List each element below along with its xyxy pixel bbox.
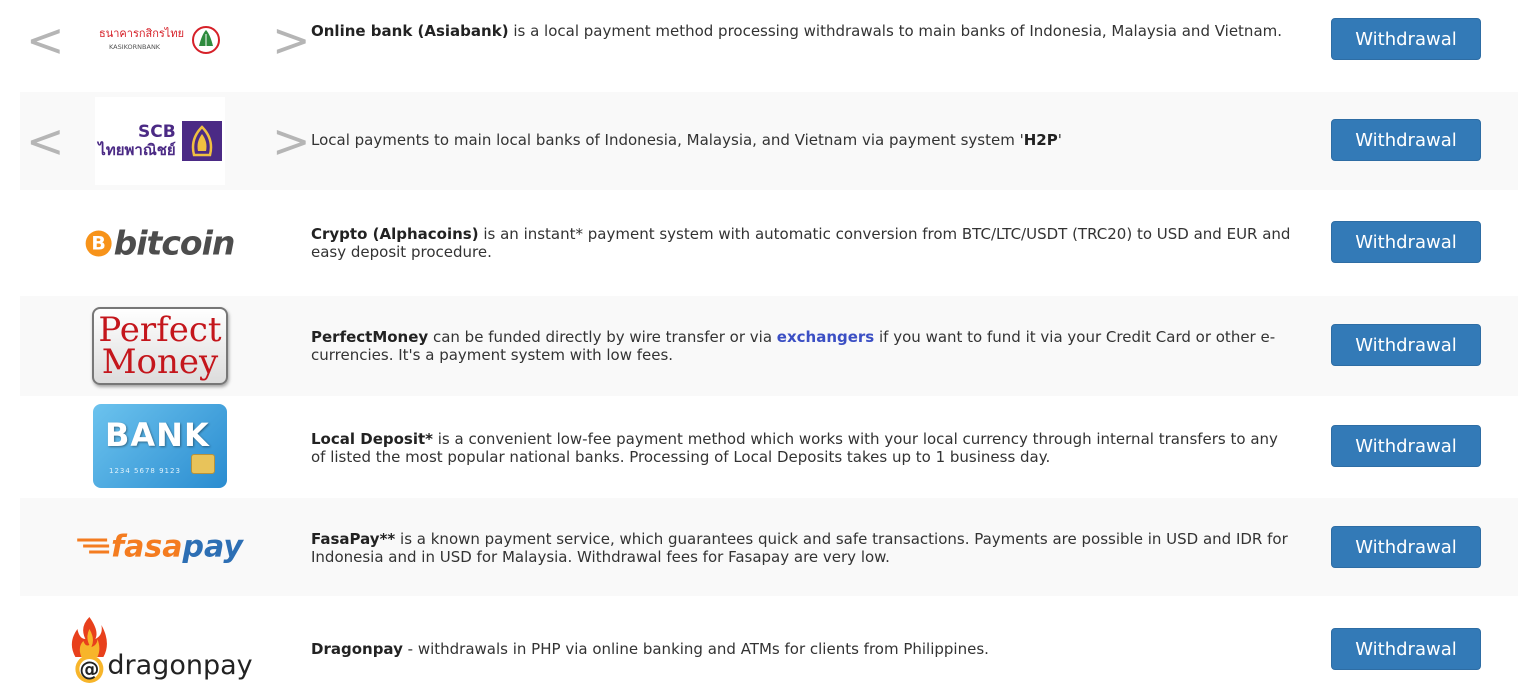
fasapay-word-part1: fasa <box>111 529 183 565</box>
perfect-money-logo <box>92 307 228 385</box>
payment-method-name: FasaPay** <box>311 530 396 548</box>
payment-description <box>311 131 1291 149</box>
description-text: is a local payment method processing withdrawals to main banks of Indonesia, Malaysia and Vietnam. <box>508 22 1283 40</box>
logo-area <box>20 600 300 700</box>
scb-thai-name: ไทยพาณิชย์ <box>98 141 176 159</box>
withdrawal-button[interactable]: Withdrawal <box>1331 324 1481 366</box>
payment-row-perfectmoney <box>20 296 1518 396</box>
scb-logo <box>95 97 225 185</box>
slider-next-arrow[interactable]: > <box>272 114 311 168</box>
withdrawal-button[interactable]: Withdrawal <box>1331 425 1481 467</box>
speed-lines-icon <box>77 535 111 557</box>
payment-description <box>311 225 1291 261</box>
dragonpay-logo <box>67 615 252 685</box>
card-chip-icon <box>191 454 215 474</box>
payment-row-asiabank <box>20 0 1518 80</box>
description-text-end: if you want to fund it via your Credit Card or other e-currencies. It's a payment system with low fees. <box>311 328 1276 364</box>
payment-row-fasapay <box>20 498 1518 596</box>
description-text: can be funded directly by wire transfer or via <box>428 328 777 346</box>
scb-emblem-icon <box>182 121 222 161</box>
slider-next-arrow[interactable]: > <box>272 13 311 67</box>
withdrawal-button[interactable]: Withdrawal <box>1331 526 1481 568</box>
payment-description <box>311 530 1291 566</box>
description-text: is a convenient low-fee payment method which works with your local currency through internal transfers to any of listed the most popular national banks. Processing of Local Deposits takes up to 1 business day. <box>311 430 1278 466</box>
logo-area <box>20 296 300 396</box>
perfect-money-word-2: Money <box>101 342 219 382</box>
payment-method-name: Crypto (Alphacoins) <box>311 225 479 243</box>
fasapay-word-part2: pay <box>182 529 243 565</box>
dragonpay-word: dragonpay <box>107 650 253 681</box>
flame-at-icon <box>67 615 111 685</box>
exchangers-link[interactable]: exchangers <box>776 328 875 346</box>
payment-row-local-deposit <box>20 398 1518 494</box>
payment-row-crypto <box>20 194 1518 292</box>
payment-row-dragonpay <box>20 600 1518 700</box>
logo-slider <box>20 92 311 190</box>
withdrawal-button[interactable]: Withdrawal <box>1331 628 1481 670</box>
withdrawal-button[interactable]: Withdrawal <box>1331 221 1481 263</box>
payment-description <box>311 328 1291 364</box>
kasikorn-en-text: KASIKORNBANK <box>109 43 161 51</box>
payment-description <box>311 640 1291 658</box>
description-text: is an instant* payment system with automatic conversion from BTC/LTC/USDT (TRC20) to USD and EUR and easy deposit procedure. <box>311 225 1291 261</box>
payment-description <box>311 22 1291 40</box>
logo-area <box>20 194 300 292</box>
bank-card-logo <box>93 404 227 488</box>
svg-text:@: @ <box>79 657 100 681</box>
logo-slider <box>20 0 311 80</box>
payment-method-name: PerfectMoney <box>311 328 429 346</box>
description-text: Local payments to main local banks of Indonesia, Malaysia, and Vietnam via payment system ' <box>311 131 1024 149</box>
description-text-end: ' <box>1057 131 1062 149</box>
slider-prev-arrow[interactable]: < <box>26 114 65 168</box>
logo-area <box>20 398 300 494</box>
description-text: - withdrawals in PHP via online banking and ATMs for clients from Philippines. <box>402 640 989 658</box>
payment-system-name: H2P <box>1023 131 1058 149</box>
fasapay-logo <box>77 530 243 565</box>
payment-row-h2p <box>20 92 1518 190</box>
perfect-money-word-1: Perfect <box>98 310 222 350</box>
payment-method-name: Online bank (Asiabank) <box>311 22 509 40</box>
bank-card-word: BANK <box>105 416 210 454</box>
withdrawal-button[interactable]: Withdrawal <box>1331 18 1481 60</box>
payment-description <box>311 430 1291 466</box>
bitcoin-icon: B <box>86 230 112 256</box>
description-text: is a known payment service, which guarantees quick and safe transactions. Payments are possible in USD and IDR for Indonesia and in USD for Malaysia. Withdrawal fees for Fasapay are very low. <box>311 530 1288 566</box>
kasikorn-thai-text: ธนาคารกสิกรไทย <box>99 27 185 40</box>
bitcoin-word: bitcoin <box>113 223 235 263</box>
slider-prev-arrow[interactable]: < <box>26 13 65 67</box>
bitcoin-logo <box>86 224 235 263</box>
payment-method-name: Local Deposit* <box>311 430 433 448</box>
payment-method-name: Dragonpay <box>311 640 403 658</box>
withdrawal-button[interactable]: Withdrawal <box>1331 119 1481 161</box>
logo-area <box>20 498 300 596</box>
scb-abbrev: SCB <box>138 122 176 142</box>
bank-card-number: 1234 5678 9123 <box>109 467 181 475</box>
kasikorn-bank-logo <box>99 20 221 60</box>
